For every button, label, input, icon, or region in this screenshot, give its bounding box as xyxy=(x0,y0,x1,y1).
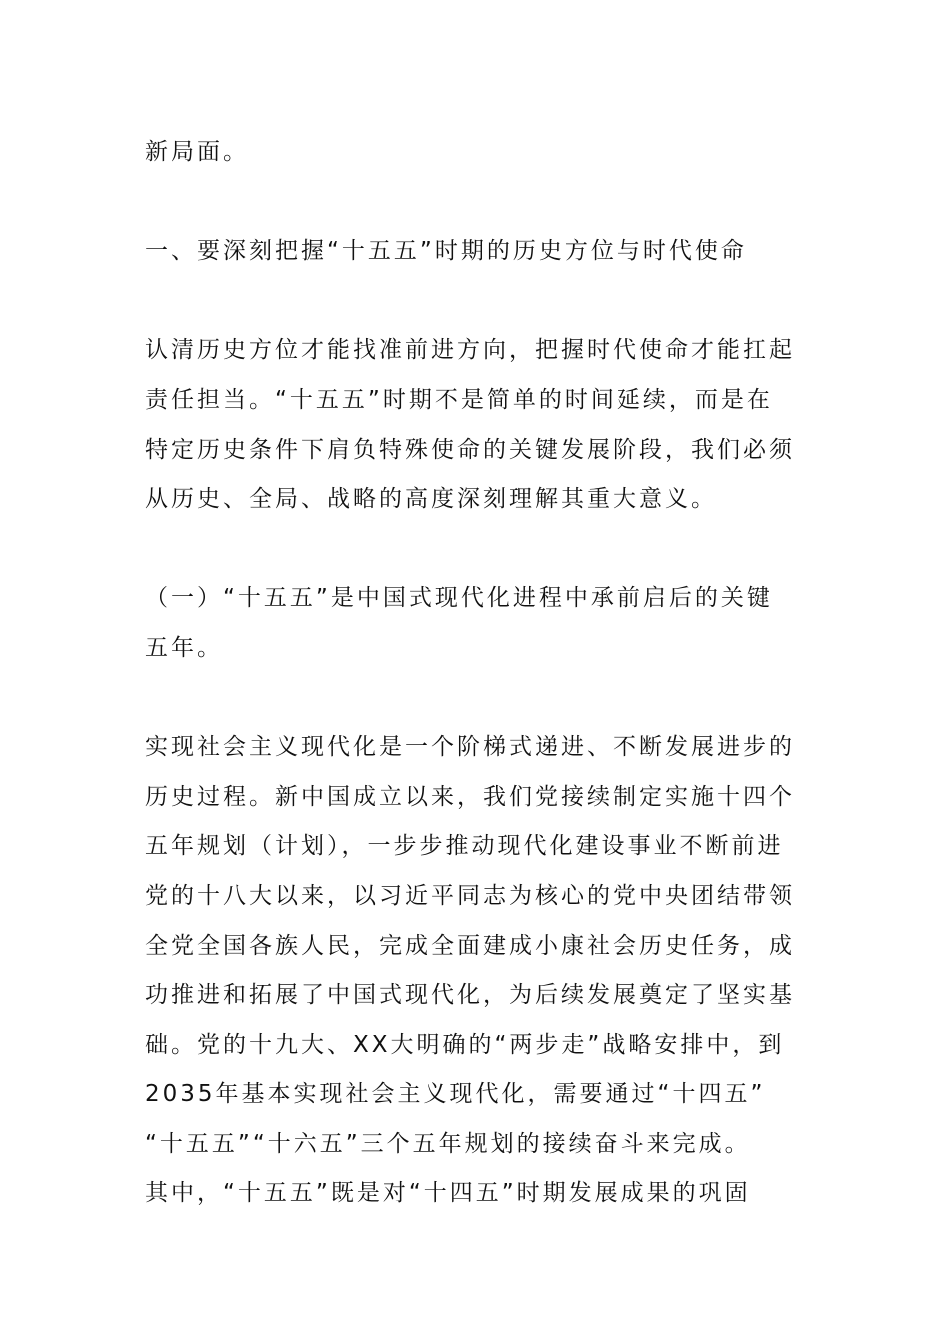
text-line: 础。党的十九大、XX大明确的“两步走”战略安排中，到 xyxy=(145,1031,785,1058)
text-line: 全党全国各族人民，完成全面建成小康社会历史任务，成 xyxy=(145,932,795,959)
subsection-heading xyxy=(145,574,815,673)
text-line: 新局面。 xyxy=(145,139,249,165)
text-line: （一）“十五五”是中国式现代化进程中承前启后的关键 xyxy=(145,585,773,612)
text-line: 责任担当。“十五五”时期不是简单的时间延续，而是在 xyxy=(145,386,773,413)
text-line: “十五五”“十六五”三个五年规划的接续奋斗来完成。 xyxy=(145,1130,751,1157)
text-line: 其中，“十五五”既是对“十四五”时期发展成果的巩固 xyxy=(145,1180,751,1207)
text-line: 五年规划（计划），一步步推动现代化建设事业不断前进 xyxy=(145,833,784,860)
document-page xyxy=(145,128,815,1269)
text-line: 党的十八大以来，以习近平同志为核心的党中央团结带领 xyxy=(145,882,795,909)
section-heading xyxy=(145,227,815,277)
text-line: 五年。 xyxy=(145,634,223,661)
text-line: 2035年基本实现社会主义现代化，需要通过“十四五” xyxy=(145,1081,766,1108)
text-line: 实现社会主义现代化是一个阶梯式递进、不断发展进步的 xyxy=(145,734,795,761)
text-line: 历史过程。新中国成立以来，我们党接续制定实施十四个 xyxy=(145,783,795,810)
text-line: 从历史、全局、战略的高度深刻理解其重大意义。 xyxy=(145,486,717,513)
text-line: 特定历史条件下肩负特殊使命的关键发展阶段，我们必须 xyxy=(145,436,795,463)
body-paragraph xyxy=(145,723,815,1219)
text-line: 认清历史方位才能找准前进方向，把握时代使命才能扛起 xyxy=(145,337,795,364)
intro-paragraph xyxy=(145,326,815,524)
text-line: 一、要深刻把握“十五五”时期的历史方位与时代使命 xyxy=(145,238,747,265)
text-line: 功推进和拓展了中国式现代化，为后续发展奠定了坚实基 xyxy=(145,982,795,1009)
closing-fragment xyxy=(145,128,815,178)
